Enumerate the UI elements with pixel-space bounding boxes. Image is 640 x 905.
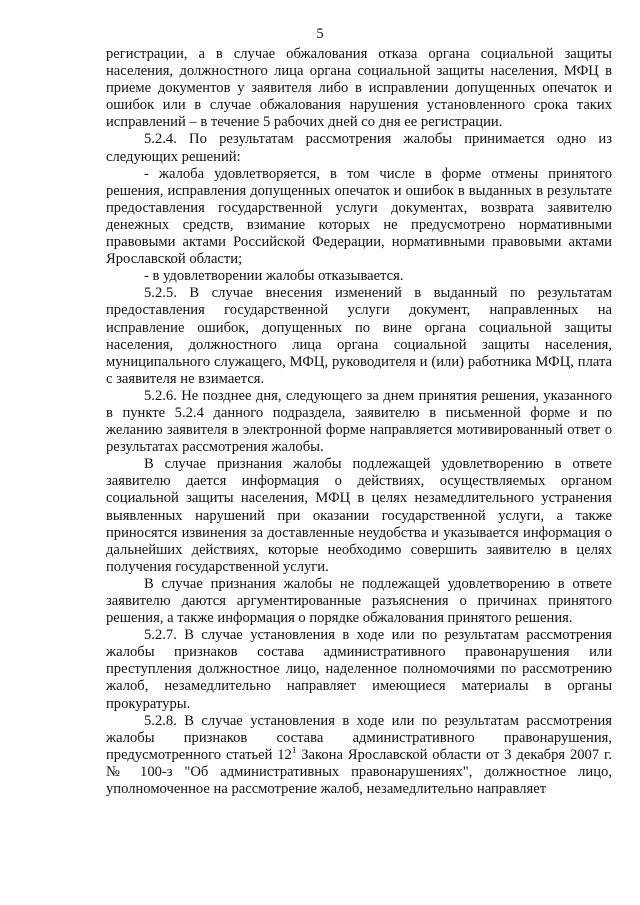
document-body	[106, 46, 612, 798]
paragraph: 5.2.6. Не позднее дня, следующего за днем принятия решения, указанного в пункте 5.2.4 данного подраздела, заявителю в письменной форме и по желанию заявителя в электронной форме направляется мотивированный ответ о результатах рассмотрения жалобы.	[106, 387, 612, 456]
paragraph: - в удовлетворении жалобы отказывается.	[144, 268, 404, 285]
paragraph-text-part: 5.2.8. В случае установления в ходе или по результатам рассмотрения жалобы признаков состава административного правонарушения, предусмотренного статьей 12	[106, 712, 612, 763]
paragraph: 5.2.7. В случае установления в ходе или по результатам рассмотрения жалобы признаков состава административного правонарушения или преступления должностное лицо, наделенное полномочиями по рассмотрению жалоб, незамедлительно направляет имеющиеся материалы в органы прокуратуры.	[106, 627, 612, 712]
paragraph-with-footnote	[106, 713, 612, 798]
paragraph-text-part: Закона Ярославской области от 3 декабря 2007 г. № 100-з "Об административных правонарушениях", должностное лицо, уполномоченное на рассмотрение жалоб, незамедлительно направляет	[106, 746, 612, 798]
page-number: 5	[316, 26, 324, 42]
paragraph: 5.2.4. По результатам рассмотрения жалобы принимается одно из следующих решений:	[106, 131, 612, 165]
paragraph: В случае признания жалобы не подлежащей удовлетворению в ответе заявителю даются аргументированные разъяснения о причинах принятого решения, а также информация о порядке обжалования принятого решения.	[106, 575, 612, 627]
superscript-marker: 1	[291, 744, 297, 755]
paragraph: 5.2.5. В случае внесения изменений в выданный по результатам предоставления государственной услуги документ, направленных на исправление ошибок, допущенных по вине органа социальной защиты населения, должностного лица органа социальной защиты населения, муниципального служащего, МФЦ, руководителя и (или) работника МФЦ, плата с заявителя не взимается.	[106, 285, 612, 387]
paragraph: - жалоба удовлетворяется, в том числе в форме отмены принятого решения, исправления допущенных опечаток и ошибок в выданных в результате предоставления государственной услуги документах, возврата заявителю денежных средств, взимание которых не предусмотрено нормативными правовыми актами Российской Федерации, нормативными правовыми актами Ярославской области;	[106, 165, 612, 268]
paragraph: регистрации, а в случае обжалования отказа органа социальной защиты населения, должностного лица органа социальной защиты населения, МФЦ в приеме документов у заявителя либо в исправлении допущенных опечаток и ошибок или в случае обжалования нарушения установленного срока таких исправлений – в течение 5 рабочих дней со дня ее регистрации.	[106, 46, 612, 131]
paragraph: В случае признания жалобы подлежащей удовлетворению в ответе заявителю дается информация о действиях, осуществляемых органом социальной защиты населения, МФЦ в целях незамедлительного устранения выявленных нарушений при оказании государственной услуги, а также приносятся извинения за доставленные неудобства и указывается информация о дальнейших действиях, которые необходимо совершить заявителю в целях получения государственной услуги.	[106, 456, 612, 575]
